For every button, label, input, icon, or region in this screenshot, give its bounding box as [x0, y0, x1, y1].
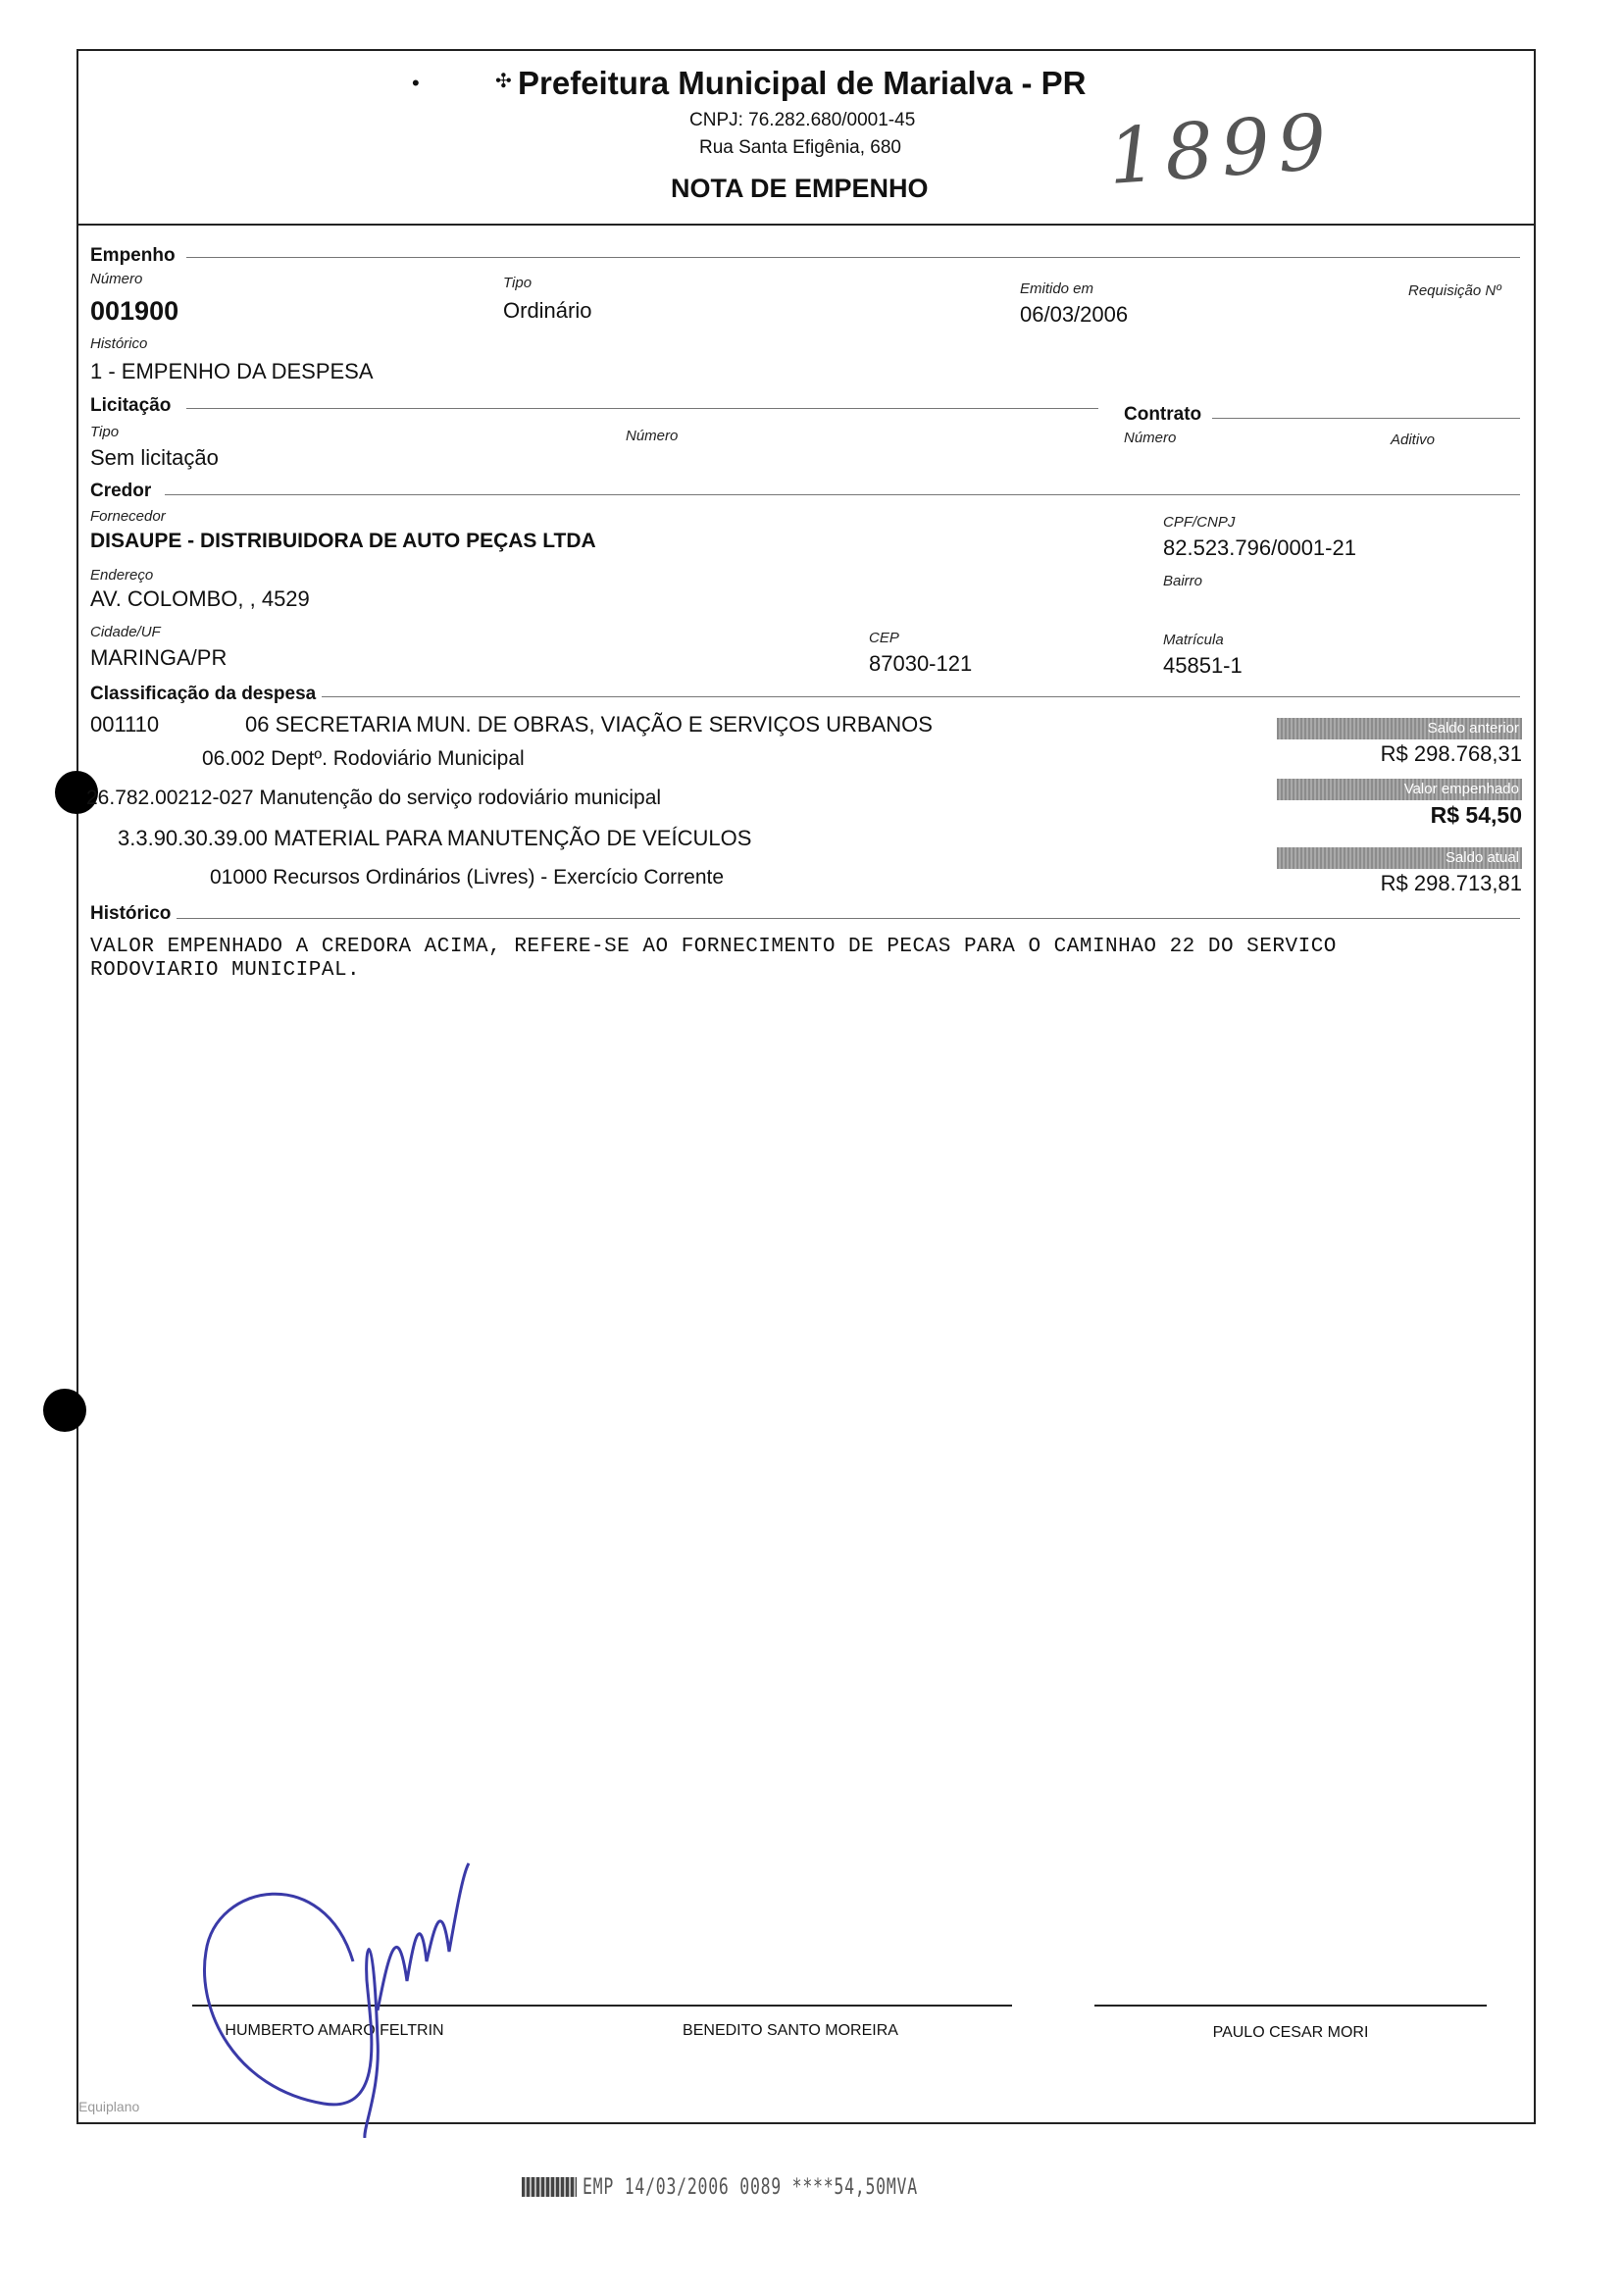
doc-title: NOTA DE EMPENHO: [671, 174, 929, 203]
saldo-anterior-label: Saldo anterior: [1277, 718, 1522, 739]
contrato-numero-label: Número: [1124, 430, 1177, 446]
stamp-logo-icon: [522, 2177, 577, 2197]
header-address: Rua Santa Efigênia, 680: [699, 137, 901, 158]
punch-hole-bottom: [43, 1389, 86, 1432]
credor-cidade-label: Cidade/UF: [90, 624, 161, 640]
software-watermark: Equiplano: [78, 2099, 140, 2114]
credor-cidade: MARINGA/PR: [90, 645, 228, 670]
credor-cep: 87030-121: [869, 651, 973, 676]
credor-fornecedor: DISAUPE - DISTRIBUIDORA DE AUTO PEÇAS LTDA: [90, 530, 596, 552]
historico-line-1: VALOR EMPENHADO A CREDORA ACIMA, REFERE-SE AO FORNECIMENTO DE PECAS PARA O CAMINHAO 22 DO SERVICO: [90, 936, 1337, 958]
empenho-requisicao-label: Requisição Nº: [1408, 282, 1501, 299]
mechanical-stamp: EMP 14/03/2006 0089 ****54,50MVA: [583, 2175, 918, 2200]
empenho-historico: 1 - EMPENHO DA DESPESA: [90, 359, 374, 383]
classificacao-recurso: 01000 Recursos Ordinários (Livres) - Exercício Corrente: [210, 866, 725, 889]
header-dot: •: [412, 71, 420, 95]
contrato-aditivo-label: Aditivo: [1391, 432, 1436, 448]
empenho-section-title: Empenho: [90, 245, 176, 266]
empenho-emitido: 06/03/2006: [1020, 302, 1129, 327]
handwritten-signature: [177, 1844, 490, 2138]
licitacao-section-title: Licitação: [90, 395, 172, 416]
valor-empenhado-label: Valor empenhado: [1277, 779, 1522, 800]
empenho-tipo: Ordinário: [503, 298, 592, 323]
empenho-numero: 001900: [90, 296, 179, 326]
crest-icon: ✣: [495, 71, 512, 92]
licitacao-tipo: Sem licitação: [90, 445, 219, 470]
empenho-tipo-label: Tipo: [503, 275, 533, 291]
licitacao-numero-label: Número: [626, 428, 679, 444]
page-title: Prefeitura Municipal de Marialva - PR: [518, 65, 1087, 101]
credor-endereco: AV. COLOMBO, , 4529: [90, 586, 310, 611]
licitacao-tipo-label: Tipo: [90, 424, 120, 440]
historico-section-rule: [177, 918, 1520, 919]
classificacao-section-title: Classificação da despesa: [90, 684, 317, 704]
historico-section-title: Histórico: [90, 903, 172, 924]
classificacao-funcional: 26.782.00212-027 Manutenção do serviço rodoviário municipal: [86, 787, 662, 809]
classificacao-section-rule: [322, 696, 1520, 697]
credor-matricula: 45851-1: [1163, 653, 1243, 678]
credor-cpf-label: CPF/CNPJ: [1163, 514, 1236, 531]
historico-line-2: RODOVIARIO MUNICIPAL.: [90, 959, 361, 982]
signature-line-3: [1094, 2005, 1487, 2007]
signature-line-2: [569, 2005, 1012, 2007]
classificacao-unidade: 06.002 Deptº. Rodoviário Municipal: [202, 747, 525, 770]
header-cnpj: CNPJ: 76.282.680/0001-45: [689, 110, 916, 130]
signature-label-2: BENEDITO SANTO MOREIRA: [683, 2022, 898, 2039]
contrato-section-title: Contrato: [1124, 404, 1202, 425]
signature-label-3: PAULO CESAR MORI: [1212, 2024, 1369, 2041]
credor-cpf: 82.523.796/0001-21: [1163, 535, 1356, 560]
contrato-section-rule: [1212, 418, 1520, 419]
valor-empenhado-value: R$ 54,50: [1430, 802, 1522, 828]
empenho-section-rule: [186, 257, 1520, 258]
credor-fornecedor-label: Fornecedor: [90, 508, 166, 525]
credor-endereco-label: Endereço: [90, 567, 154, 584]
licitacao-section-rule: [186, 408, 1098, 409]
credor-cep-label: CEP: [869, 630, 899, 646]
empenho-emitido-label: Emitido em: [1020, 280, 1094, 297]
credor-section-title: Credor: [90, 481, 152, 501]
saldo-atual-label: Saldo atual: [1277, 847, 1522, 869]
classificacao-code: 001110: [90, 712, 160, 737]
credor-section-rule: [165, 494, 1520, 495]
empenho-historico-label: Histórico: [90, 335, 148, 352]
classificacao-orgao: 06 SECRETARIA MUN. DE OBRAS, VIAÇÃO E SERVIÇOS URBANOS: [245, 712, 933, 737]
credor-matricula-label: Matrícula: [1163, 632, 1224, 648]
empenho-numero-label: Número: [90, 271, 143, 287]
handwritten-number: 1899: [1105, 98, 1338, 202]
header-divider: [76, 224, 1536, 226]
saldo-anterior-value: R$ 298.768,31: [1380, 741, 1522, 766]
saldo-atual-value: R$ 298.713,81: [1380, 871, 1522, 895]
credor-bairro-label: Bairro: [1163, 573, 1203, 589]
signature-label-1: HUMBERTO AMARO FELTRIN: [225, 2022, 444, 2039]
classificacao-elemento: 3.3.90.30.39.00 MATERIAL PARA MANUTENÇÃO DE VEÍCULOS: [118, 826, 752, 850]
